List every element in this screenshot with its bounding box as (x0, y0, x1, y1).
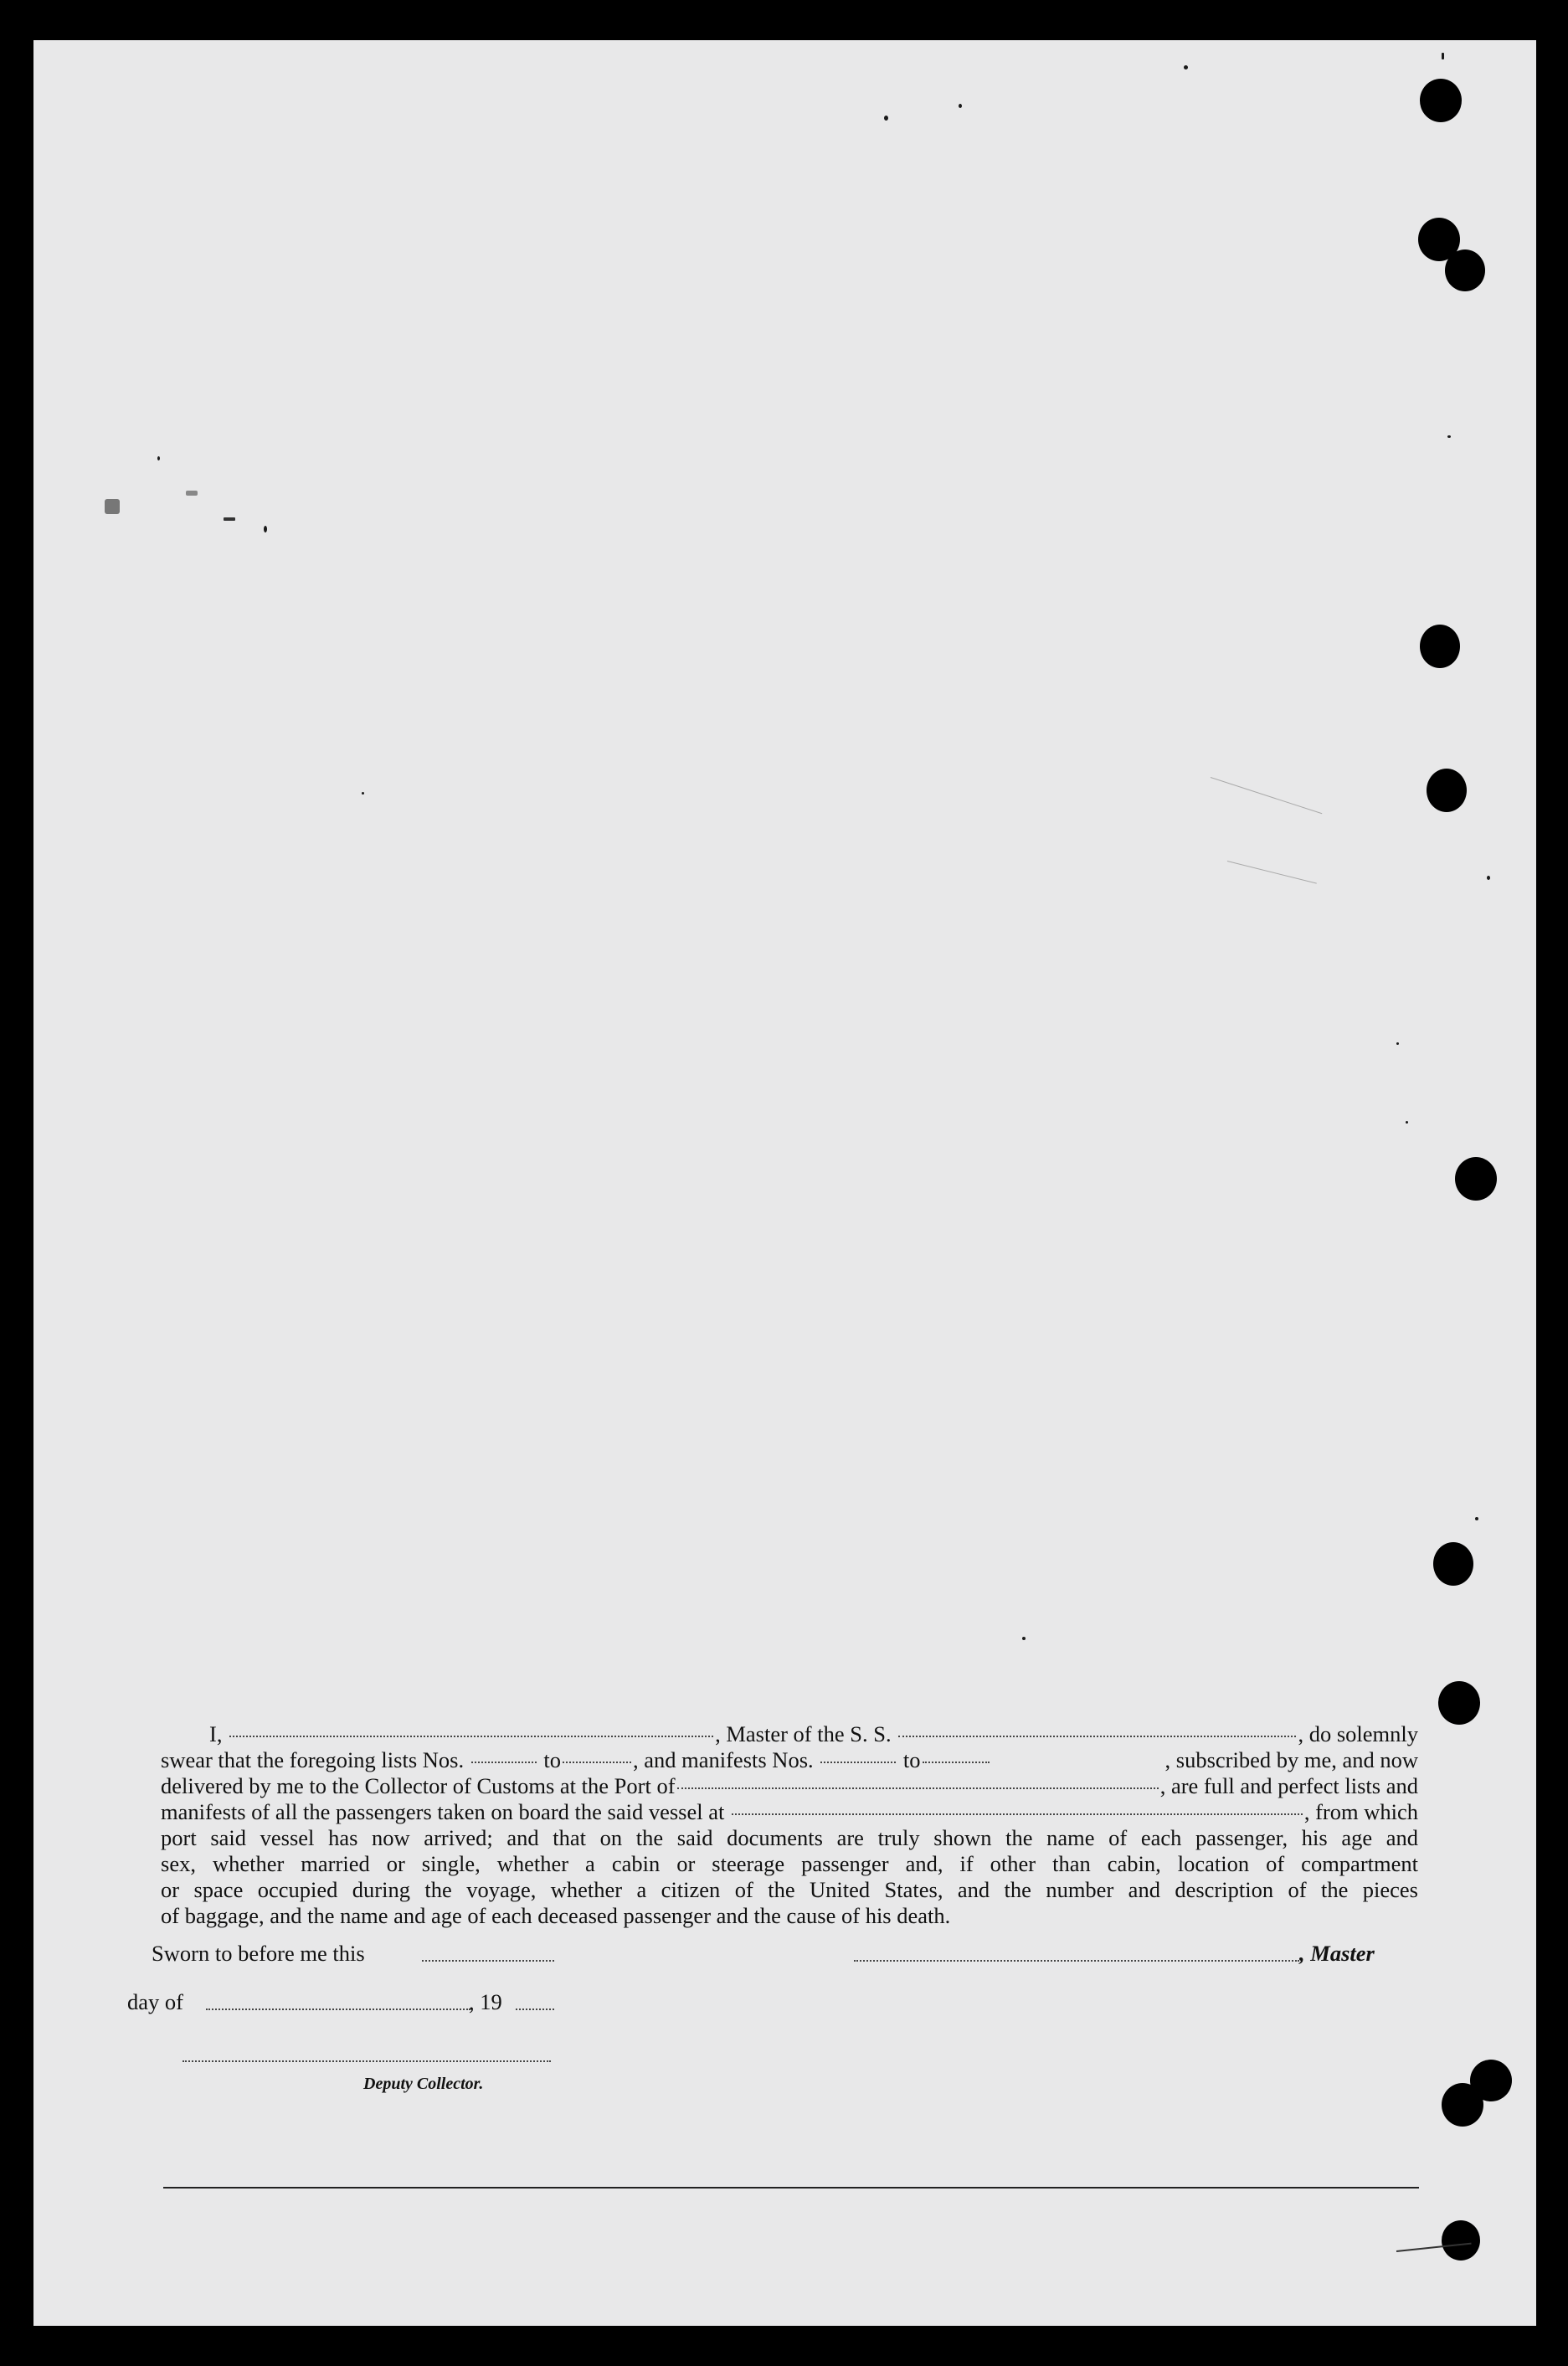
lists-from-blank[interactable] (471, 1762, 537, 1763)
scan-speck (1022, 1637, 1026, 1640)
oath-text: , subscribed by me, and now (1164, 1747, 1418, 1772)
scan-speck (959, 104, 962, 108)
punch-hole (1445, 249, 1485, 291)
scan-speck (264, 526, 267, 532)
embarkation-port-blank[interactable] (732, 1813, 1303, 1815)
sworn-label: Sworn to before me this (152, 1941, 365, 1966)
master-signature-blank[interactable] (854, 1960, 1299, 1962)
punch-hole (1420, 625, 1460, 668)
lists-to-blank[interactable] (563, 1762, 631, 1763)
oath-text: , from which (1303, 1799, 1418, 1824)
scan-speck (884, 116, 888, 121)
scan-speck (362, 792, 364, 795)
deputy-signature-blank[interactable] (183, 2060, 551, 2062)
port-blank[interactable] (677, 1787, 1159, 1789)
scan-speck (186, 491, 198, 496)
oath-text: , are full and perfect lists and (1159, 1773, 1418, 1798)
oath-line (161, 1903, 1418, 1929)
day-of-blank[interactable] (206, 2009, 470, 2010)
oath-text: or space occupied during the voyage, whether a citizen of the United States, and the number and description of the pieces (161, 1877, 1418, 1902)
scan-speck (1487, 876, 1490, 880)
scan-speck (1406, 1121, 1408, 1124)
document-page (33, 40, 1536, 2326)
oath-line (161, 1747, 1418, 1773)
oath-line (161, 1799, 1418, 1825)
master-label: , Master (1299, 1941, 1375, 1966)
punch-hole (1438, 1681, 1480, 1725)
scan-speck (1184, 65, 1188, 69)
punch-hole (1420, 79, 1462, 122)
oath-text: to (897, 1747, 921, 1772)
oath-text: , do solemnly (1298, 1721, 1418, 1746)
scan-speck (1475, 1517, 1478, 1520)
oath-line (161, 1721, 1418, 1747)
scan-mark (1227, 861, 1317, 884)
oath-text: , and manifests Nos. (632, 1747, 820, 1772)
manifests-from-blank[interactable] (820, 1762, 896, 1763)
scan-speck (1396, 1042, 1399, 1045)
oath-line (161, 1773, 1418, 1799)
oath-text: , Master of the S. S. (715, 1721, 897, 1746)
oath-text: swear that the foregoing lists Nos. (161, 1747, 470, 1772)
master-name-blank[interactable] (229, 1736, 713, 1737)
bottom-rule (163, 2187, 1419, 2189)
scan-speck (105, 499, 120, 514)
oath-line (161, 1825, 1418, 1851)
year-blank[interactable] (516, 2009, 554, 2010)
oath-line (161, 1851, 1418, 1877)
oath-paragraph (161, 1721, 1418, 1929)
punch-hole (1433, 1542, 1473, 1586)
punch-hole (1442, 2220, 1480, 2261)
oath-text: I, (209, 1721, 229, 1746)
vessel-name-blank[interactable] (898, 1736, 1296, 1737)
deputy-collector-label: Deputy Collector. (363, 2075, 484, 2093)
sworn-date-blank[interactable] (422, 1960, 554, 1962)
oath-line (161, 1877, 1418, 1903)
scan-speck (224, 517, 235, 521)
oath-text: sex, whether married or single, whether a cabin or steerage passenger and, if other than cabin, location of compartment (161, 1851, 1418, 1876)
oath-text: of baggage, and the name and age of each deceased passenger and the cause of his death. (161, 1903, 951, 1928)
day-of-label: day of (127, 1989, 183, 2014)
punch-hole (1427, 769, 1467, 812)
oath-text: manifests of all the passengers taken on board the said vessel at (161, 1799, 730, 1824)
scan-speck (1447, 435, 1451, 438)
oath-text: port said vessel has now arrived; and that on the said documents are truly shown the name of each passenger, his age and (161, 1825, 1418, 1850)
oath-text: delivered by me to the Collector of Customs at the Port of (161, 1773, 676, 1798)
signature-area (33, 1941, 1536, 2108)
scan-speck (157, 456, 160, 460)
manifests-to-blank[interactable] (923, 1762, 990, 1763)
scan-mark (1211, 777, 1322, 814)
year-prefix: , 19 (469, 1989, 502, 2014)
oath-text: to (537, 1747, 561, 1772)
scan-speck (1442, 53, 1444, 59)
punch-hole (1455, 1157, 1497, 1201)
